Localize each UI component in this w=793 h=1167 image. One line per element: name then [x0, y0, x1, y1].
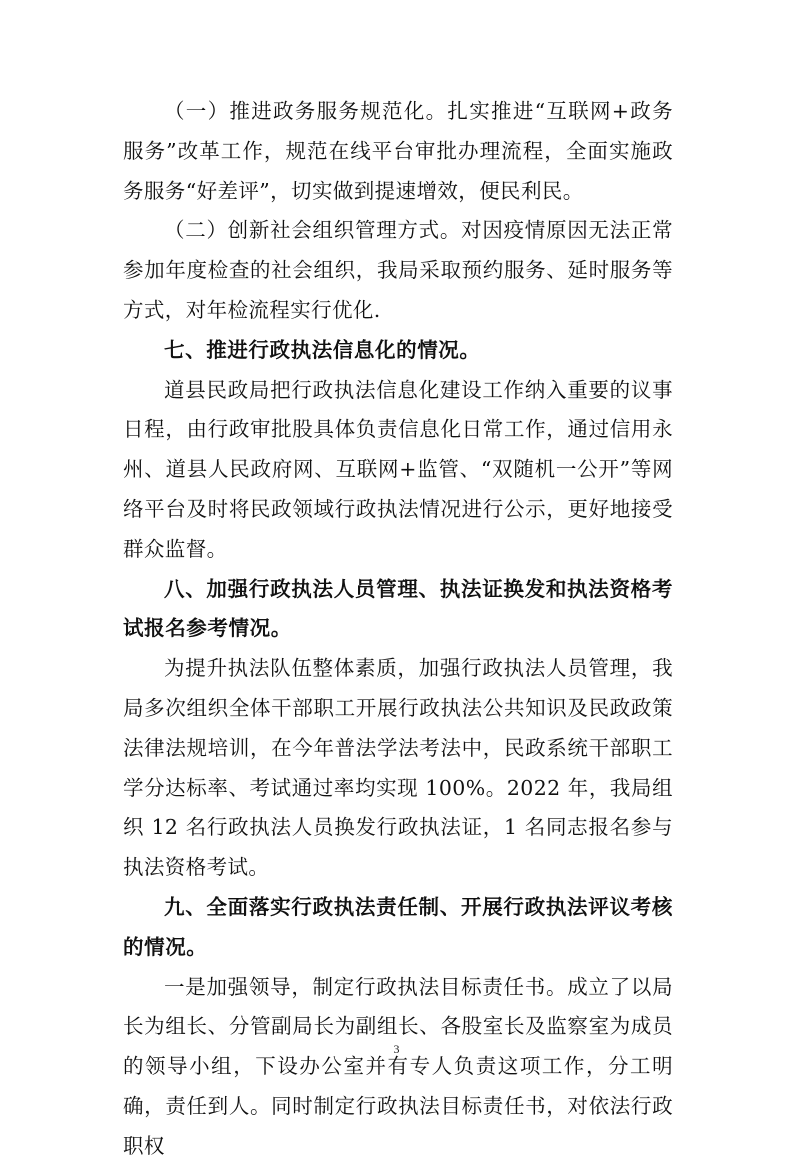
heading-section-9: 九、全面落实行政执法责任制、开展行政执法评议考核的情况。	[123, 894, 673, 959]
heading-section-8: 八、加强行政执法人员管理、执法证换发和执法资格考试报名参考情况。	[123, 576, 673, 641]
paragraph-personnel-management: 为提升执法队伍整体素质，加强行政执法人员管理，我局多次组织全体干部职工开展行政执法公共知识及民政政策法律法规培训，在今年普法学法考法中，民政系统干部职工学分达标率、考试通过率均实现 100%。2022 年，我局组织 12 名行政执法人员换发行政执法证，1 名同志报名参与执法资格考试。	[123, 656, 673, 880]
document-body	[123, 92, 673, 1167]
paragraph-informatization: 道县民政局把行政执法信息化建设工作纳入重要的议事日程，由行政审批股具体负责信息化日常工作，通过信用永州、道县人民政府网、互联网+监管、“双随机一公开”等网络平台及时将民政领域行政执法情况进行公示，更好地接受群众监督。	[123, 377, 673, 561]
paragraph-responsibility-system: 一是加强领导，制定行政执法目标责任书。成立了以局长为组长、分管副局长为副组长、各股室长及监察室为成员的领导小组，下设办公室并有专人负责这项工作，分工明确，责任到人。同时制定行政执法目标责任书，对依法行政职权	[123, 974, 673, 1158]
paragraph-section-1: （一）推进政务服务规范化。扎实推进“互联网+政务服务”改革工作，规范在线平台审批办理流程，全面实施政务服务“好差评”，切实做到提速增效，便民利民。	[123, 99, 673, 203]
heading-section-7: 七、推进行政执法信息化的情况。	[164, 337, 481, 362]
paragraph-section-2: （二）创新社会组织管理方式。对因疫情原因无法正常参加年度检查的社会组织，我局采取预约服务、延时服务等方式，对年检流程实行优化.	[123, 218, 673, 322]
page-number: 3	[393, 1042, 400, 1056]
